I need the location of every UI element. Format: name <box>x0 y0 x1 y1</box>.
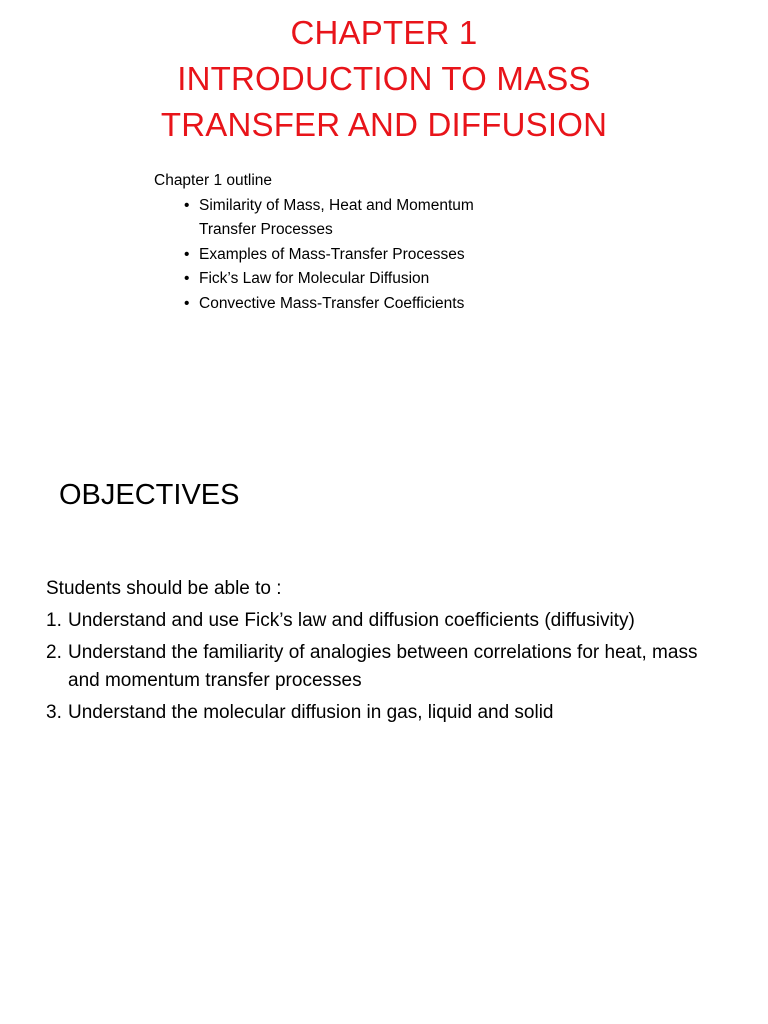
objective-item <box>46 607 736 635</box>
chapter-outline <box>154 169 674 317</box>
outline-item-text: Similarity of Mass, Heat and Momentum Transfer Processes <box>199 196 474 239</box>
objective-text: Understand the molecular diffusion in gas, liquid and solid <box>68 702 554 723</box>
objective-item <box>46 639 736 695</box>
bullet: • <box>184 245 190 263</box>
outline-item <box>154 194 674 243</box>
outline-item <box>154 243 674 268</box>
chapter-title-line-2: TRANSFER AND DIFFUSION <box>160 106 608 143</box>
objectives-list <box>46 607 736 727</box>
outline-list <box>154 194 674 317</box>
outline-heading: Chapter 1 outline <box>154 172 273 189</box>
objective-number: 3. <box>46 702 62 723</box>
outline-item-text: Convective Mass-Transfer Coefficients <box>199 294 465 312</box>
chapter-title <box>0 10 768 148</box>
outline-item <box>154 292 674 317</box>
objective-number: 2. <box>46 642 62 663</box>
outline-item-text: Fick’s Law for Molecular Diffusion <box>199 270 430 288</box>
outline-item <box>154 267 674 292</box>
outline-item-text: Examples of Mass-Transfer Processes <box>199 245 465 263</box>
objectives-body <box>46 575 736 731</box>
bullet: • <box>184 294 190 312</box>
objective-number: 1. <box>46 610 62 631</box>
chapter-title-line-1: INTRODUCTION TO MASS <box>177 60 591 97</box>
objective-text: Understand and use Fick’s law and diffusion coefficients (diffusivity) <box>68 610 635 631</box>
bullet: • <box>184 270 190 288</box>
objective-text: Understand the familiarity of analogies between correlations for heat, mass and momentum transfer processes <box>68 642 698 691</box>
chapter-number: CHAPTER 1 <box>290 14 478 51</box>
bullet: • <box>184 196 190 214</box>
objectives-heading: OBJECTIVES <box>59 479 240 511</box>
objective-item <box>46 699 736 727</box>
objectives-intro: Students should be able to : <box>46 578 282 599</box>
